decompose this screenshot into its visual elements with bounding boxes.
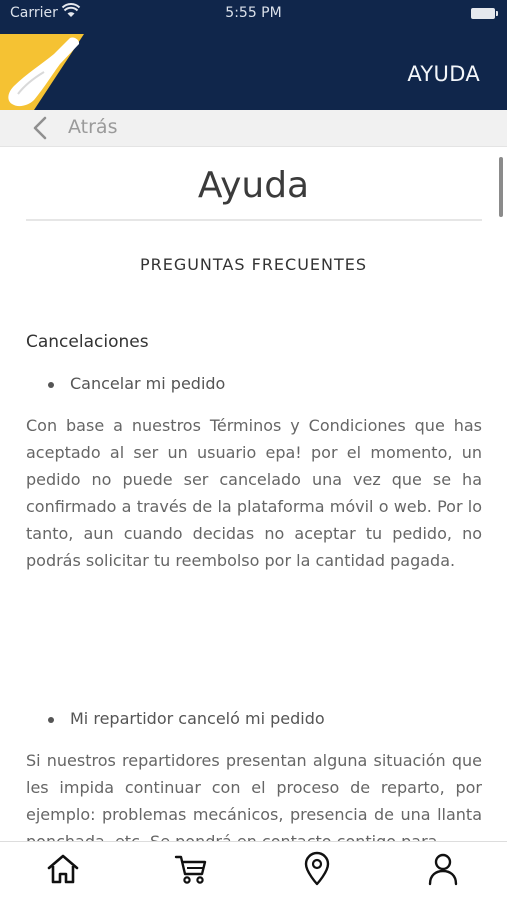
tab-bar — [0, 841, 507, 901]
scrollbar[interactable] — [499, 157, 503, 217]
cart-icon[interactable] — [174, 852, 208, 886]
page-title: Ayuda — [197, 165, 310, 206]
faq-answer: Si nuestros repartidores presentan alguna situación que les impida continuar con el proceso de reparto, por ejemplo: problemas mecánicos, presencia de una llanta — [26, 751, 482, 824]
title-divider — [26, 219, 482, 221]
clock: 5:55 PM — [225, 5, 282, 21]
brand-logo — [0, 28, 86, 110]
help-content[interactable] — [0, 147, 507, 841]
back-label: Atrás — [68, 116, 118, 138]
home-icon[interactable] — [46, 852, 80, 886]
carrier-label: Carrier — [10, 5, 58, 21]
status-bar — [0, 0, 507, 28]
bullet-dot — [48, 717, 54, 723]
header-title: AYUDA — [407, 62, 480, 86]
app-header — [0, 28, 507, 110]
section-title: Cancelaciones — [26, 332, 149, 352]
bullet-dot — [48, 382, 54, 388]
battery-icon — [471, 8, 495, 19]
chevron-left-icon — [30, 116, 50, 140]
question-text: Mi repartidor canceló mi pedido — [70, 709, 325, 728]
faq-heading: PREGUNTAS FRECUENTES — [139, 255, 368, 274]
back-button[interactable] — [0, 110, 507, 147]
faq-answer: Con base a nuestros Términos y Condiciones que has aceptado al ser un usuario epa! por el momento, un pedido no puede ser cancelado una vez que se ha confirmado a través de la plataforma móvil o web. Por lo tanto, aun cuando decidas no aceptar tu pedido, no podrás solicitar tu reembolso por la cantidad pagada. — [26, 416, 482, 570]
location-pin-icon[interactable] — [300, 852, 334, 886]
question-text: Cancelar mi pedido — [70, 374, 226, 393]
user-icon[interactable] — [426, 852, 460, 886]
